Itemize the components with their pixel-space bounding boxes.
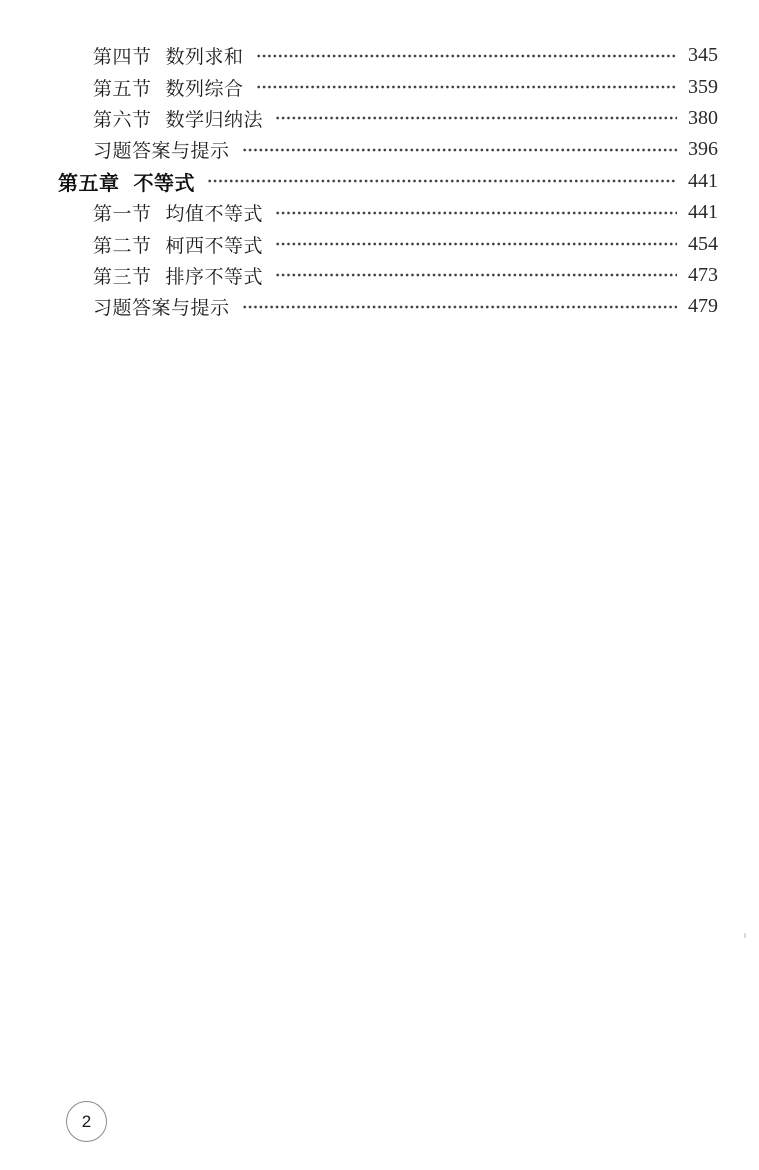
- toc-entry-title: 习题答案与提示: [93, 298, 230, 320]
- dot-leader: [256, 83, 677, 91]
- toc-row: [0, 71, 759, 102]
- toc-entry-prefix: 第一节: [93, 204, 152, 226]
- dot-leader: [242, 303, 677, 311]
- toc-row: [0, 260, 759, 291]
- toc-entry-page: 441: [688, 169, 718, 192]
- toc-entry-page: 345: [688, 44, 718, 67]
- toc-entry-title: 均值不等式: [165, 204, 264, 226]
- toc-entry-title: 习题答案与提示: [93, 141, 230, 163]
- scan-speck: [744, 933, 746, 938]
- toc-entry-prefix: 第五章: [58, 172, 120, 195]
- toc-entry-page: 441: [688, 201, 718, 224]
- dot-leader: [256, 52, 677, 60]
- page-number-badge: [66, 1101, 107, 1142]
- toc-entry-prefix: 第四节: [93, 47, 152, 69]
- toc-entry-title: 数列求和: [165, 47, 244, 69]
- toc-row-chapter: [0, 166, 759, 197]
- toc-entry-title: 柯西不等式: [165, 235, 264, 257]
- toc-row: [0, 134, 759, 165]
- toc-entry-title: 数列综合: [165, 78, 244, 100]
- toc-entry-page: 380: [688, 106, 718, 129]
- toc-entry-page: 454: [688, 232, 718, 255]
- toc-entry-title: 不等式: [133, 172, 195, 195]
- toc-entry-title: 数学归纳法: [165, 109, 264, 131]
- dot-leader: [275, 114, 677, 122]
- dot-leader: [275, 271, 677, 279]
- toc-entry-page: 396: [688, 138, 718, 161]
- toc-entry-page: 359: [688, 75, 718, 98]
- toc-entry-page: 479: [688, 295, 718, 318]
- toc-entry-page: 473: [688, 263, 718, 286]
- toc-entry-prefix: 第二节: [93, 235, 152, 257]
- toc-entry-prefix: 第六节: [93, 109, 152, 131]
- toc-row: [0, 291, 759, 322]
- page-number: 2: [81, 1111, 92, 1131]
- toc-row: [0, 103, 759, 134]
- dot-leader: [275, 209, 677, 217]
- dot-leader: [275, 240, 677, 248]
- toc-row: [0, 40, 759, 71]
- toc-entry-title: 排序不等式: [165, 266, 264, 288]
- table-of-contents: [0, 40, 759, 323]
- toc-row: [0, 197, 759, 228]
- dot-leader: [242, 146, 677, 154]
- toc-row: [0, 228, 759, 259]
- toc-entry-prefix: 第五节: [93, 78, 152, 100]
- toc-entry-prefix: 第三节: [93, 266, 152, 288]
- dot-leader: [207, 177, 677, 185]
